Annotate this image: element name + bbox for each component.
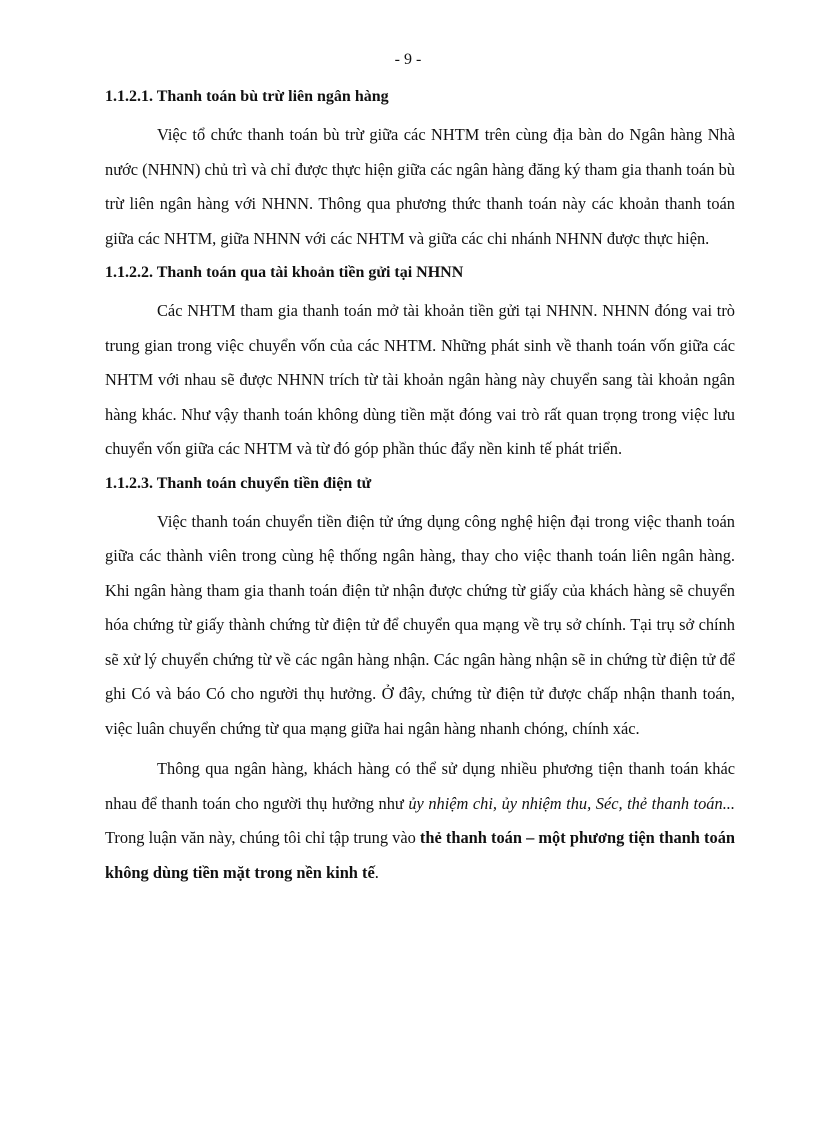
page-number: - 9 - [394,51,422,68]
payment-instruments-italic: ủy nhiệm chi, ủy nhiệm thu, Séc, thẻ thanh toán... [408,793,735,813]
section-paragraph-1-1-2-3: Việc thanh toán chuyển tiền điện tử ứng dụng công nghệ hiện đại trong việc thanh toán giữa các thành viên trong cùng hệ thống ngân hàng, thay cho việc thanh toán liên ngân hàng. Khi ngân hàng tham gia thanh toán điện tử nhận được chứng từ giấy của khách hàng sẽ chuyển hóa chứng từ giấy thành chứng từ điện tử để chuyển qua mạng về trụ sở chính. Tại trụ sở chính sẽ xử lý chuyển chứng từ về các ngân hàng nhận. Các ngân hàng nhận sẽ in chứng từ điện tử để ghi Có và báo Có cho người thụ hưởng. Ở đây, chứng từ điện tử được chấp nhận thanh toán, việc luân chuyển chứng từ qua mạng giữa hai ngân hàng nhanh chóng, chính xác. [105,511,735,738]
document-body [105,86,735,896]
section-paragraph-1-1-2-1: Việc tổ chức thanh toán bù trừ giữa các NHTM trên cùng địa bàn do Ngân hàng Nhà nước (NHNN) chủ trì và chỉ được thực hiện giữa các ngân hàng đăng ký tham gia thanh toán bù trừ liên ngân hàng với NHNN. Thông qua phương thức thanh toán này các khoản thanh toán giữa các NHTM, giữa NHNN với các NHTM và giữa các chi nhánh NHNN được thực hiện. [105,125,735,248]
payment-card-bold: thẻ thanh toán – một phương tiện thanh toán không dùng tiền mặt trong nền kinh tế [105,828,736,882]
section-paragraph-1-1-2-2: Các NHTM tham gia thanh toán mở tài khoản tiền gửi tại NHNN. NHNN đóng vai trò trung gian trong việc chuyển vốn của các NHTM. Những phát sinh về thanh toán vốn giữa các NHTM với nhau sẽ được NHNN trích từ tài khoản ngân hàng này chuyển sang tài khoản ngân hàng khác. Như vậy thanh toán không dùng tiền mặt đóng vai trò rất quan trọng trong việc lưu chuyển vốn giữa các NHTM và từ đó góp phần thúc đẩy nền kinh tế phát triển. [105,301,735,458]
closing-text-start: Thông qua ngân hàng, khách hàng có thể sử dụng nhiều phương tiện thanh toán khác nhau để thanh toán cho người thụ hưởng như [105,759,735,813]
section-heading-1-1-2-3: 1.1.2.3. Thanh toán chuyển tiền điện tử [105,474,372,492]
closing-period: . [374,862,379,882]
section-heading-1-1-2-1: 1.1.2.1. Thanh toán bù trừ liên ngân hàng [105,88,389,105]
section-heading-1-1-2-2: 1.1.2.2. Thanh toán qua tài khoản tiền gửi tại NHNN [105,264,464,281]
closing-paragraph [105,752,735,890]
closing-text-middle: Trong luận văn này, chúng tôi chỉ tập trung vào [105,828,420,847]
